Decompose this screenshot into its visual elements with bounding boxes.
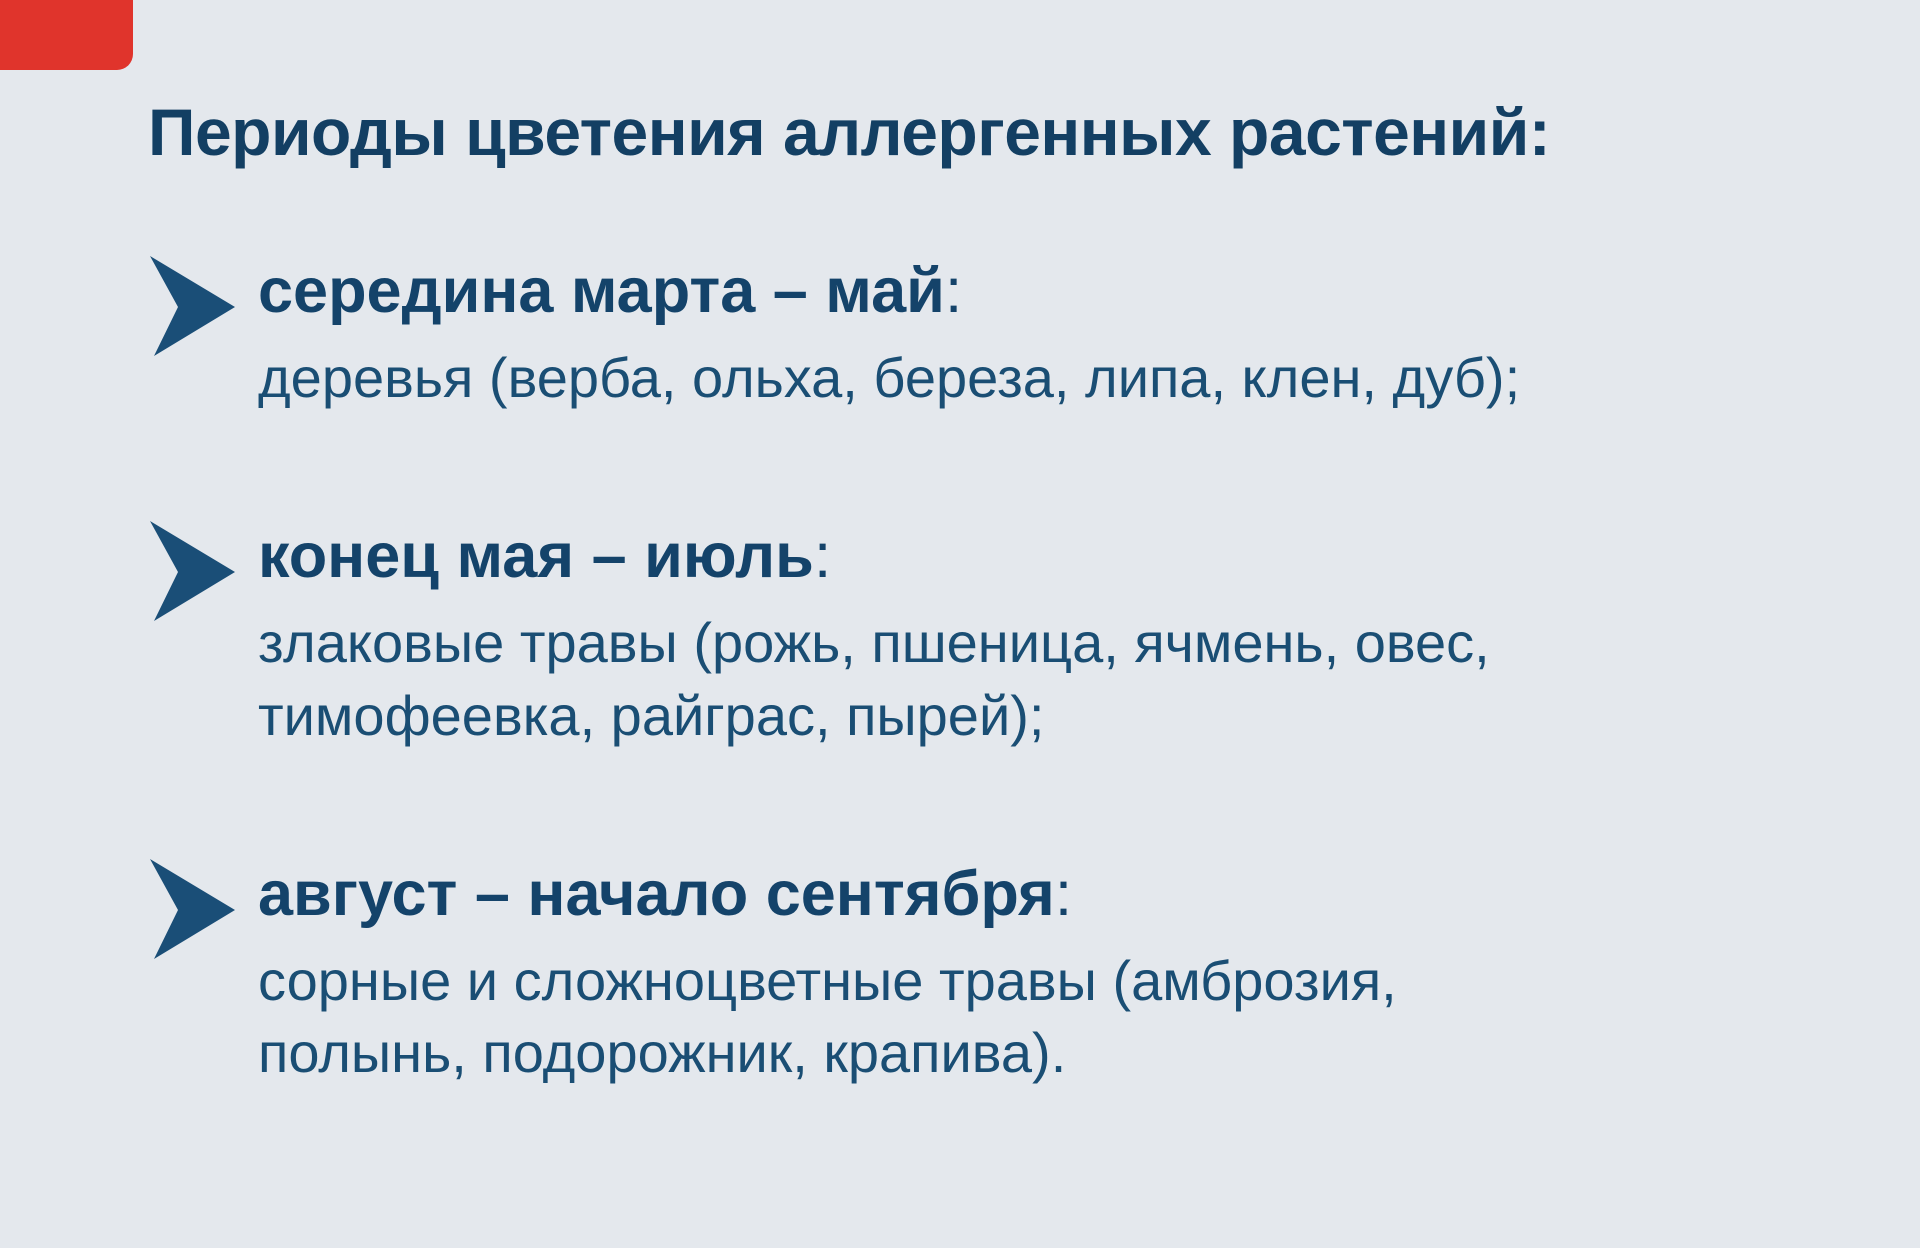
list-item — [148, 517, 1800, 753]
list-item — [148, 252, 1800, 415]
page-title: Периоды цветения аллергенных растений: — [148, 95, 1551, 169]
bullet-icon-column — [148, 252, 258, 356]
description-line: полынь, подорожник, крапива). — [258, 1021, 1067, 1085]
period-heading-colon: : — [1054, 858, 1073, 929]
chevron-arrow-icon — [148, 859, 258, 959]
period-heading — [258, 517, 1800, 595]
period-heading-text: конец мая – июль — [258, 520, 814, 591]
period-heading-text: середина марта – май — [258, 255, 945, 326]
slide-content — [148, 96, 1800, 1090]
period-heading-text: август – начало сентября — [258, 858, 1055, 929]
period-description — [258, 342, 1800, 415]
description-line: деревья (верба, ольха, береза, липа, клен, дуб); — [258, 346, 1521, 410]
list-item-body — [258, 855, 1800, 1091]
chevron-arrow-icon — [148, 521, 258, 621]
list-item-body — [258, 517, 1800, 753]
bullet-icon-column — [148, 855, 258, 959]
list-item — [148, 855, 1800, 1091]
period-heading — [258, 855, 1800, 933]
period-heading — [258, 252, 1800, 330]
period-description — [258, 945, 1800, 1091]
bullet-icon-column — [148, 517, 258, 621]
period-heading-colon: : — [944, 255, 963, 326]
corner-accent-shape — [0, 0, 133, 70]
list-item-body — [258, 252, 1800, 415]
chevron-arrow-icon — [148, 256, 258, 356]
description-line: злаковые травы (рожь, пшеница, ячмень, овес, — [258, 610, 1490, 674]
period-description — [258, 607, 1800, 753]
description-line: тимофеевка, райграс, пырей); — [258, 683, 1045, 747]
description-line: сорные и сложноцветные травы (амброзия, — [258, 948, 1397, 1012]
period-heading-colon: : — [813, 520, 832, 591]
